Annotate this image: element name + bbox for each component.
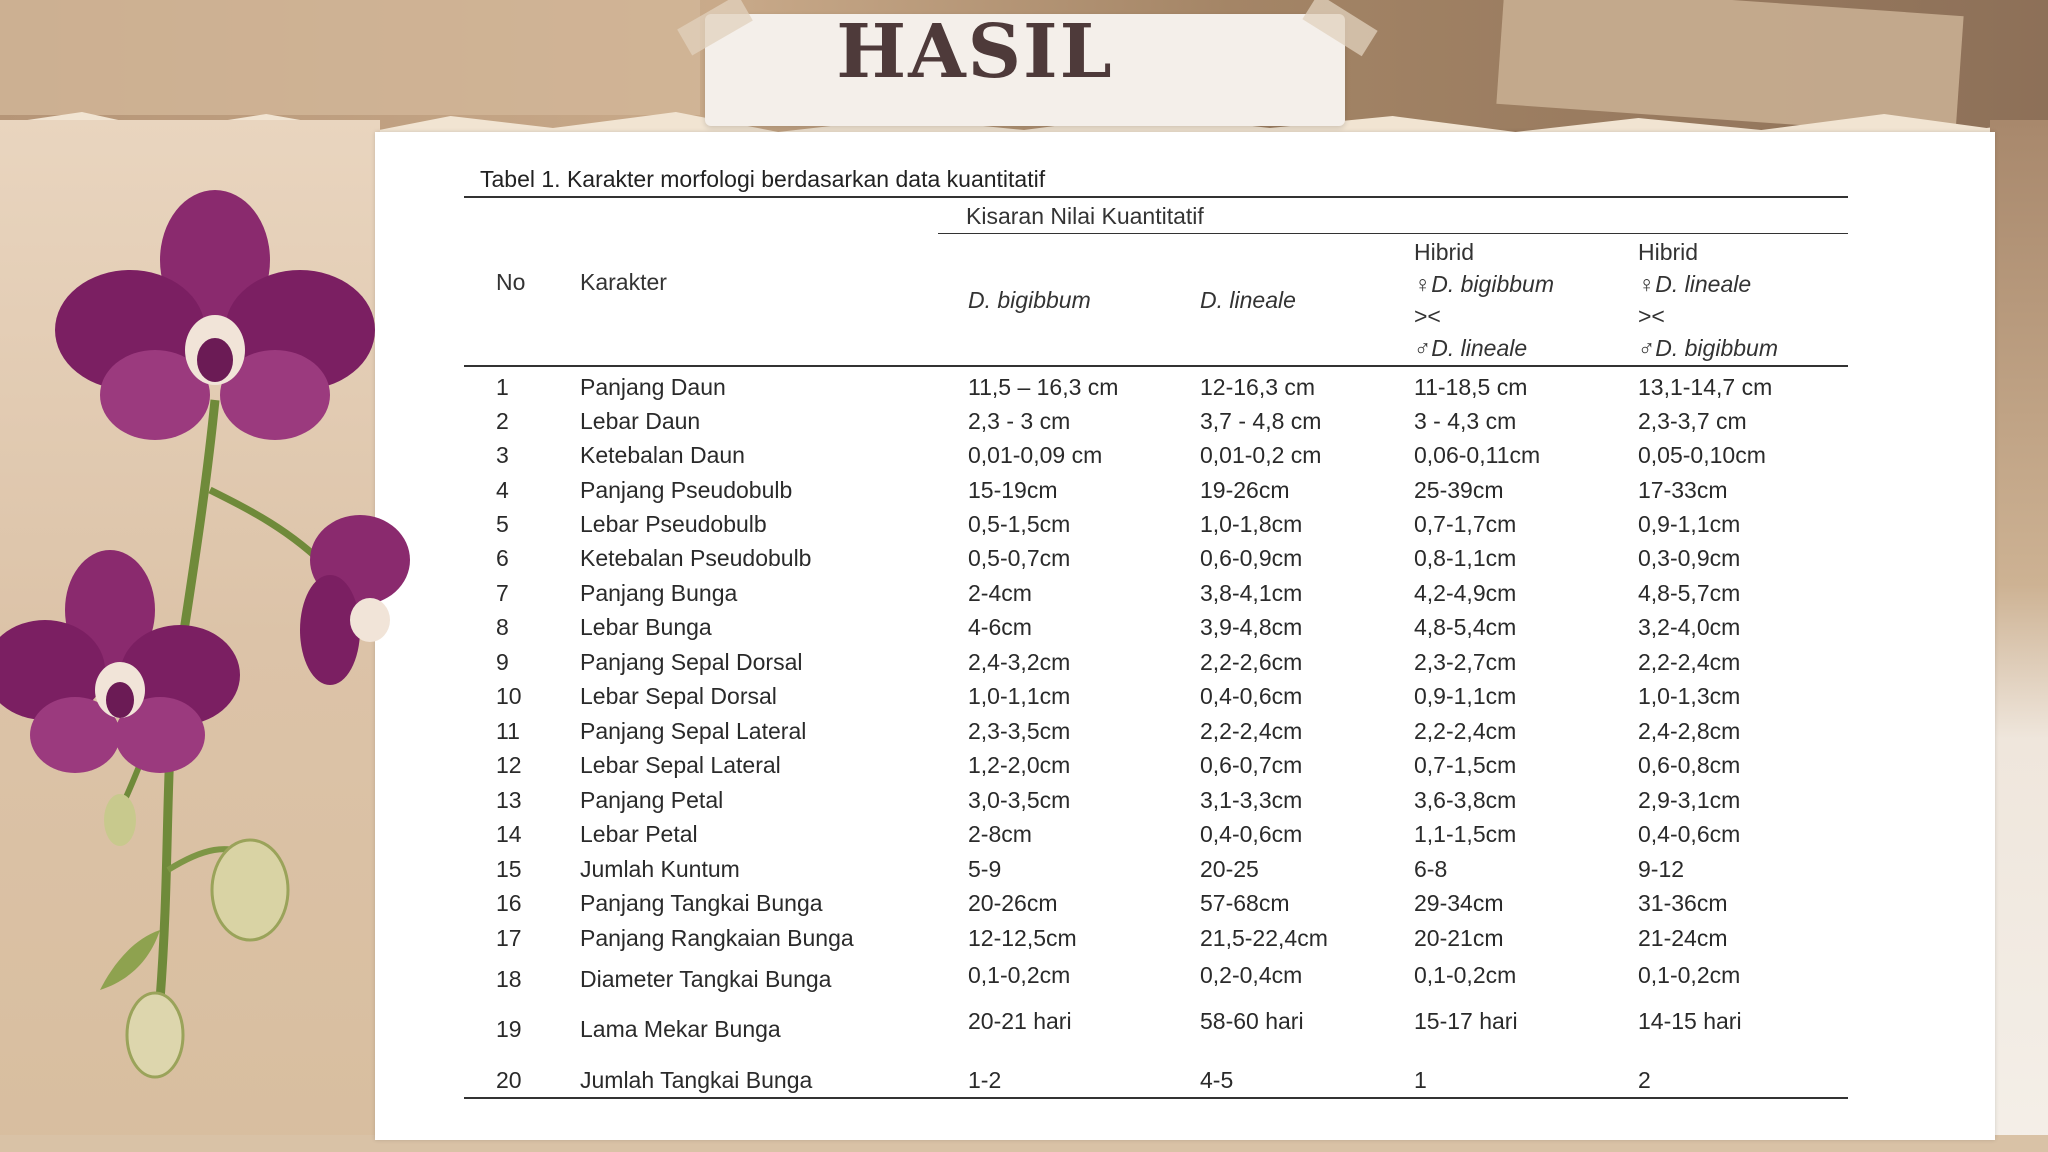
header-no: No	[496, 269, 526, 295]
table-caption: Tabel 1. Karakter morfologi berdasarkan data kuantitatif	[480, 166, 1046, 192]
cell-hibrid-2: 2,9-3,1cm	[1638, 787, 1741, 813]
cell-bigibbum: 1,0-1,1cm	[968, 683, 1071, 709]
cell-hibrid-1: 0,7-1,5cm	[1414, 752, 1517, 778]
cell-no: 14	[496, 821, 522, 847]
cell-lineale: 19-26cm	[1200, 477, 1290, 503]
table-row	[0, 921, 2048, 955]
cell-no: 16	[496, 890, 522, 916]
cell-bigibbum: 2,4-3,2cm	[968, 649, 1071, 675]
cell-hibrid-1: 1,1-1,5cm	[1414, 821, 1517, 847]
header-group-rule	[938, 233, 1848, 234]
cell-lineale: 2,2-2,6cm	[1200, 649, 1303, 675]
cell-no: 6	[496, 545, 509, 571]
cell-hibrid-1: 29-34cm	[1414, 890, 1504, 916]
cell-lineale: 2,2-2,4cm	[1200, 718, 1303, 744]
cell-karakter: Panjang Petal	[580, 787, 724, 813]
table-row	[0, 748, 2048, 782]
table-row	[0, 507, 2048, 541]
cell-bigibbum: 2,3-3,5cm	[968, 718, 1071, 744]
cell-hibrid-2: 2,2-2,4cm	[1638, 649, 1741, 675]
cell-bigibbum: 0,01-0,09 cm	[968, 442, 1103, 468]
table-row	[0, 473, 2048, 507]
cell-hibrid-1: 1	[1414, 1067, 1427, 1093]
table-row	[0, 370, 2048, 404]
cell-hibrid-1: 0,06-0,11cm	[1414, 442, 1541, 468]
table-row	[0, 852, 2048, 886]
cell-lineale: 3,1-3,3cm	[1200, 787, 1303, 813]
cell-hibrid-2: 0,05-0,10cm	[1638, 442, 1766, 468]
cell-hibrid-1: 2,3-2,7cm	[1414, 649, 1517, 675]
table-row	[0, 576, 2048, 610]
table-row	[0, 817, 2048, 851]
cell-lineale: 0,6-0,7cm	[1200, 752, 1303, 778]
cell-hibrid-2: 0,1-0,2cm	[1638, 962, 1741, 988]
cell-no: 5	[496, 511, 509, 537]
cell-no: 4	[496, 477, 509, 503]
cell-karakter: Lebar Sepal Lateral	[580, 752, 781, 778]
table-row	[0, 645, 2048, 679]
cell-hibrid-1: 20-21cm	[1414, 925, 1504, 951]
cell-no: 15	[496, 856, 522, 882]
cell-hibrid-1: 25-39cm	[1414, 477, 1504, 503]
cell-bigibbum: 2,3 - 3 cm	[968, 408, 1071, 434]
cell-hibrid-1: 0,9-1,1cm	[1414, 683, 1517, 709]
cell-bigibbum: 0,1-0,2cm	[968, 962, 1071, 988]
cell-karakter: Panjang Sepal Lateral	[580, 718, 807, 744]
cell-hibrid-1: 0,1-0,2cm	[1414, 962, 1517, 988]
table-row	[0, 1008, 2048, 1042]
cell-lineale: 0,4-0,6cm	[1200, 683, 1303, 709]
cell-hibrid-2: 0,3-0,9cm	[1638, 545, 1741, 571]
table-row	[0, 783, 2048, 817]
header-lineale: D. lineale	[1200, 287, 1296, 313]
cell-no: 12	[496, 752, 522, 778]
cell-hibrid-1: 15-17 hari	[1414, 1008, 1518, 1034]
cell-hibrid-1: 6-8	[1414, 856, 1448, 882]
cell-hibrid-1: 0,7-1,7cm	[1414, 511, 1517, 537]
cell-hibrid-1: 3,6-3,8cm	[1414, 787, 1517, 813]
table-bottom-rule	[464, 1097, 1848, 1099]
cell-hibrid-1: 0,8-1,1cm	[1414, 545, 1517, 571]
cell-lineale: 0,6-0,9cm	[1200, 545, 1303, 571]
cell-karakter: Lebar Pseudobulb	[580, 511, 767, 537]
cell-hibrid-2: 3,2-4,0cm	[1638, 614, 1741, 640]
cell-bigibbum: 1,2-2,0cm	[968, 752, 1071, 778]
header-hibrid-1: Hibrid ♀D. bigibbum >< ♂D. lineale	[1414, 239, 1554, 361]
cell-hibrid-2: 14-15 hari	[1638, 1008, 1742, 1034]
cell-no: 11	[496, 718, 520, 744]
cell-lineale: 1,0-1,8cm	[1200, 511, 1303, 537]
cell-hibrid-1: 4,8-5,4cm	[1414, 614, 1517, 640]
cell-no: 8	[496, 614, 509, 640]
cell-bigibbum: 11,5 – 16,3 cm	[968, 374, 1119, 400]
cell-hibrid-1: 2,2-2,4cm	[1414, 718, 1517, 744]
cell-hibrid-1: 11-18,5 cm	[1414, 374, 1528, 400]
cell-karakter: Lebar Daun	[580, 408, 701, 434]
cell-hibrid-2: 17-33cm	[1638, 477, 1728, 503]
cell-no: 13	[496, 787, 522, 813]
header-hibrid-2: Hibrid ♀D. lineale >< ♂D. bigibbum	[1638, 239, 1778, 361]
cell-no: 3	[496, 442, 509, 468]
cell-karakter: Panjang Rangkaian Bunga	[580, 925, 854, 951]
cell-lineale: 0,01-0,2 cm	[1200, 442, 1322, 468]
cell-bigibbum: 1-2	[968, 1067, 1002, 1093]
cell-bigibbum: 5-9	[968, 856, 1002, 882]
cell-karakter: Ketebalan Pseudobulb	[580, 545, 812, 571]
cell-no: 19	[496, 1016, 522, 1042]
table-row	[0, 404, 2048, 438]
cell-hibrid-2: 13,1-14,7 cm	[1638, 374, 1773, 400]
cell-lineale: 0,2-0,4cm	[1200, 962, 1303, 988]
table-row	[0, 541, 2048, 575]
cell-karakter: Lebar Petal	[580, 821, 698, 847]
cell-hibrid-2: 1,0-1,3cm	[1638, 683, 1741, 709]
header-bigibbum: D. bigibbum	[968, 287, 1091, 313]
cell-hibrid-2: 0,4-0,6cm	[1638, 821, 1741, 847]
cell-karakter: Lebar Bunga	[580, 614, 712, 640]
cell-hibrid-2: 9-12	[1638, 856, 1685, 882]
cell-karakter: Panjang Sepal Dorsal	[580, 649, 803, 675]
cell-bigibbum: 20-26cm	[968, 890, 1058, 916]
table-top-rule	[464, 196, 1848, 198]
cell-hibrid-2: 4,8-5,7cm	[1638, 580, 1741, 606]
cell-karakter: Panjang Tangkai Bunga	[580, 890, 823, 916]
header-bottom-rule	[464, 365, 1848, 367]
cell-lineale: 21,5-22,4cm	[1200, 925, 1328, 951]
table-row	[0, 958, 2048, 992]
cell-karakter: Lama Mekar Bunga	[580, 1016, 781, 1042]
cell-hibrid-2: 0,9-1,1cm	[1638, 511, 1741, 537]
cell-no: 2	[496, 408, 509, 434]
table-row	[0, 679, 2048, 713]
cell-bigibbum: 2-8cm	[968, 821, 1032, 847]
cell-karakter: Diameter Tangkai Bunga	[580, 966, 832, 992]
cell-karakter: Jumlah Tangkai Bunga	[580, 1067, 813, 1093]
table-row	[0, 1063, 2048, 1097]
cell-hibrid-2: 21-24cm	[1638, 925, 1728, 951]
cell-karakter: Panjang Bunga	[580, 580, 738, 606]
cell-karakter: Jumlah Kuntum	[580, 856, 740, 882]
cell-lineale: 57-68cm	[1200, 890, 1290, 916]
cell-bigibbum: 0,5-0,7cm	[968, 545, 1071, 571]
cell-no: 17	[496, 925, 522, 951]
cell-lineale: 3,8-4,1cm	[1200, 580, 1303, 606]
cell-bigibbum: 12-12,5cm	[968, 925, 1077, 951]
cell-hibrid-1: 3 - 4,3 cm	[1414, 408, 1517, 434]
cell-lineale: 3,9-4,8cm	[1200, 614, 1303, 640]
cell-lineale: 58-60 hari	[1200, 1008, 1304, 1034]
cell-no: 18	[496, 966, 522, 992]
background-paper-left	[0, 0, 700, 115]
cell-hibrid-2: 2	[1638, 1067, 1651, 1093]
cell-bigibbum: 4-6cm	[968, 614, 1032, 640]
cell-lineale: 12-16,3 cm	[1200, 374, 1316, 400]
cell-lineale: 0,4-0,6cm	[1200, 821, 1303, 847]
cell-hibrid-1: 4,2-4,9cm	[1414, 580, 1517, 606]
cell-karakter: Panjang Pseudobulb	[580, 477, 793, 503]
cell-hibrid-2: 31-36cm	[1638, 890, 1728, 916]
header-karakter: Karakter	[580, 269, 667, 295]
table-row	[0, 714, 2048, 748]
cell-bigibbum: 20-21 hari	[968, 1008, 1072, 1034]
cell-bigibbum: 3,0-3,5cm	[968, 787, 1071, 813]
cell-hibrid-2: 2,4-2,8cm	[1638, 718, 1741, 744]
table-row	[0, 438, 2048, 472]
cell-bigibbum: 15-19cm	[968, 477, 1058, 503]
cell-hibrid-2: 0,6-0,8cm	[1638, 752, 1741, 778]
cell-lineale: 4-5	[1200, 1067, 1234, 1093]
header-group-label: Kisaran Nilai Kuantitatif	[966, 203, 1204, 229]
cell-karakter: Ketebalan Daun	[580, 442, 745, 468]
cell-no: 20	[496, 1067, 522, 1093]
table-row	[0, 610, 2048, 644]
cell-karakter: Panjang Daun	[580, 374, 726, 400]
cell-no: 7	[496, 580, 509, 606]
cell-no: 9	[496, 649, 509, 675]
cell-karakter: Lebar Sepal Dorsal	[580, 683, 777, 709]
cell-no: 1	[496, 374, 509, 400]
cell-bigibbum: 2-4cm	[968, 580, 1032, 606]
cell-lineale: 3,7 - 4,8 cm	[1200, 408, 1322, 434]
cell-bigibbum: 0,5-1,5cm	[968, 511, 1071, 537]
cell-no: 10	[496, 683, 522, 709]
table-row	[0, 886, 2048, 920]
cell-lineale: 20-25	[1200, 856, 1259, 882]
slide-title: HASIL	[836, 9, 1114, 95]
cell-hibrid-2: 2,3-3,7 cm	[1638, 408, 1747, 434]
